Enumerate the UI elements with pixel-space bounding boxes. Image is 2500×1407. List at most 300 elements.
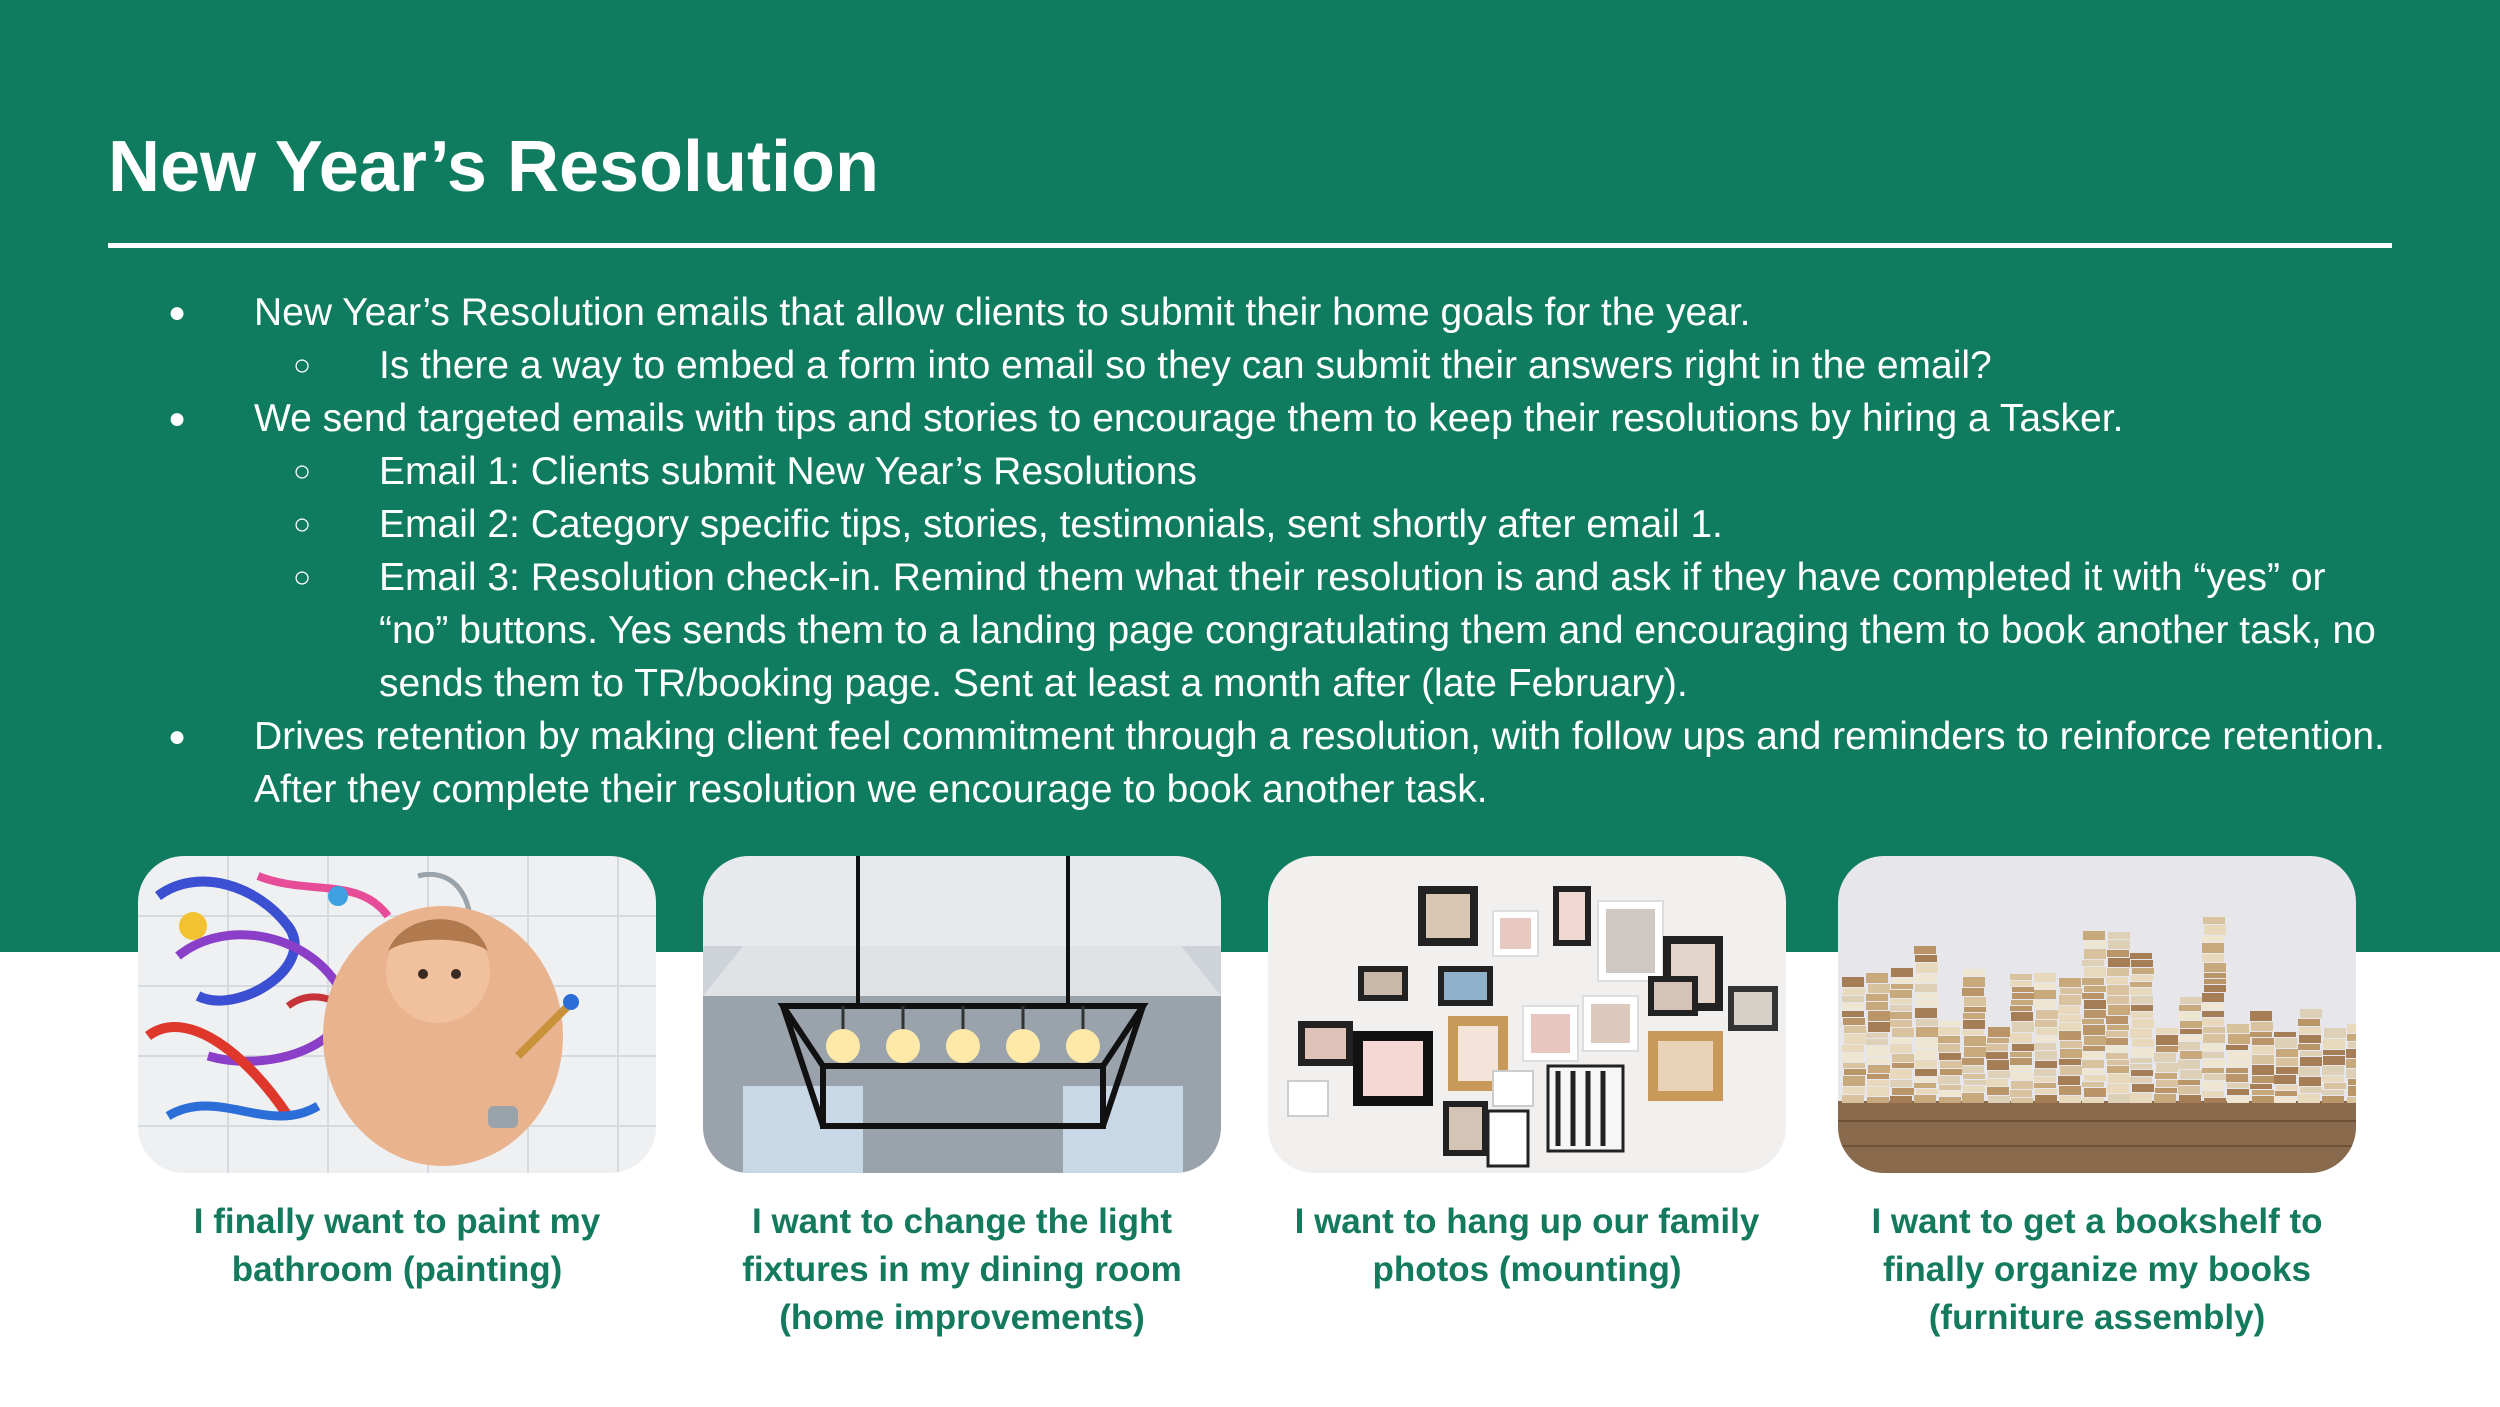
child-painting-image	[138, 856, 656, 1173]
book	[2178, 1042, 2200, 1050]
book-stacks-image	[1838, 856, 2356, 1173]
book	[1938, 1036, 1960, 1043]
book	[1915, 984, 1937, 992]
book	[2226, 1045, 2248, 1050]
book	[2348, 1042, 2356, 1048]
book	[2274, 1075, 2296, 1084]
book	[2106, 1046, 2128, 1052]
book	[1866, 994, 1888, 1001]
book	[2132, 968, 2154, 974]
family-photos-image	[1268, 856, 1786, 1173]
book	[2084, 1075, 2106, 1081]
books-caption	[1817, 1198, 2377, 1342]
books-photo	[1838, 856, 2356, 1173]
book	[1963, 1086, 1985, 1092]
book	[2154, 1053, 2176, 1062]
book	[2346, 1049, 2356, 1058]
book	[1867, 1057, 1889, 1064]
book	[1964, 997, 1986, 1006]
book	[1842, 1003, 1864, 1010]
book	[2180, 1035, 2202, 1041]
book	[2132, 1048, 2154, 1057]
sub-bullet-marker: ○	[293, 349, 312, 382]
book	[2130, 982, 2152, 987]
book	[2276, 1067, 2298, 1074]
book	[2130, 1029, 2152, 1038]
book	[2034, 1069, 2056, 1076]
photo-wall-caption	[1247, 1198, 1807, 1294]
book	[2204, 979, 2226, 984]
book	[1963, 977, 1985, 987]
book	[2274, 1032, 2296, 1037]
sub-bullet-text: Is there a way to embed a form into email so they can submit their answers right in the email?	[379, 344, 1992, 387]
book	[2108, 1005, 2130, 1015]
painting-caption	[117, 1198, 677, 1294]
painting-photo	[138, 856, 656, 1173]
book	[2132, 1039, 2154, 1047]
book	[1890, 999, 1912, 1004]
book	[2323, 1039, 2345, 1049]
book	[1987, 1060, 2009, 1070]
book	[1890, 1096, 1912, 1103]
book	[2180, 1051, 2202, 1059]
book	[2011, 1072, 2033, 1080]
book	[2156, 1080, 2178, 1087]
book	[1892, 1088, 1914, 1095]
book	[2107, 950, 2129, 957]
book	[1915, 1077, 1937, 1082]
book	[2082, 1098, 2104, 1103]
book	[1916, 1027, 1938, 1037]
book	[2202, 1018, 2224, 1026]
book	[2202, 1003, 2224, 1010]
book	[1938, 1076, 1960, 1084]
book	[2202, 1068, 2224, 1073]
book	[2131, 1005, 2153, 1011]
book	[2180, 1029, 2202, 1034]
book	[2132, 1084, 2154, 1092]
book	[2107, 1060, 2129, 1065]
book	[2202, 993, 2224, 1002]
book	[2276, 1085, 2298, 1090]
sub-bullet-item	[160, 498, 2400, 551]
book	[2011, 1012, 2033, 1021]
book	[2203, 917, 2225, 924]
book	[2323, 1056, 2345, 1065]
book	[2226, 1074, 2248, 1082]
book	[1844, 1026, 1866, 1033]
book	[2011, 1081, 2033, 1089]
book	[2299, 1035, 2321, 1043]
book	[2059, 1031, 2081, 1040]
book	[1866, 973, 1888, 983]
bullet-marker: ●	[168, 720, 187, 753]
book	[2107, 968, 2129, 976]
book	[1915, 955, 1937, 962]
book	[1964, 1080, 1986, 1085]
book	[2155, 1073, 2177, 1079]
book	[1915, 1069, 1937, 1076]
book	[1986, 1044, 2008, 1051]
sub-bullet-item	[160, 339, 2400, 392]
book	[2204, 985, 2226, 992]
book	[1843, 1063, 1865, 1068]
book	[2299, 1077, 2321, 1086]
book	[2202, 936, 2224, 942]
book	[2180, 997, 2202, 1004]
book	[1892, 1054, 1914, 1062]
book	[2346, 1059, 2356, 1068]
book	[1963, 1013, 1985, 1019]
book	[1962, 1058, 1984, 1065]
book	[2108, 1094, 2130, 1103]
book	[2156, 1028, 2178, 1034]
book	[2012, 993, 2034, 999]
book	[1867, 1087, 1889, 1096]
book	[2106, 1016, 2128, 1024]
book	[2300, 1009, 2322, 1018]
book	[2130, 1058, 2152, 1063]
book	[2346, 1069, 2356, 1078]
book	[2060, 1049, 2082, 1058]
book	[1868, 1065, 1890, 1073]
book	[2180, 1070, 2202, 1079]
book	[1890, 1069, 1912, 1079]
book	[2060, 1066, 2082, 1075]
book	[2323, 1050, 2345, 1055]
sub-bullet-item	[160, 551, 2400, 710]
book	[2059, 995, 2081, 1005]
bullet-text: New Year’s Resolution emails that allow clients to submit their home goals for the year.	[254, 291, 1751, 334]
light-fixture-caption	[682, 1198, 1242, 1342]
book	[2130, 1093, 2152, 1103]
book	[2060, 988, 2082, 994]
book	[1892, 978, 1914, 983]
book	[1916, 999, 1938, 1007]
book	[2226, 1068, 2248, 1073]
book	[2108, 958, 2130, 967]
sub-bullet-item	[160, 445, 2400, 498]
book	[1940, 1069, 1962, 1075]
book	[2178, 1086, 2200, 1094]
book	[1890, 990, 1912, 998]
bullet-marker: ●	[168, 402, 187, 435]
sub-bullet-text: Email 2: Category specific tips, stories, testimonials, sent shortly after email 1.	[379, 503, 1723, 546]
book	[2083, 1046, 2105, 1051]
book	[2035, 1089, 2057, 1094]
book	[1914, 1083, 1936, 1088]
book	[1890, 1038, 1912, 1043]
book	[2131, 1070, 2153, 1076]
book	[2107, 1084, 2129, 1093]
bullet-item	[160, 286, 2400, 339]
book	[1916, 993, 1938, 998]
book	[2348, 1086, 2356, 1096]
book	[2131, 1012, 2153, 1018]
book	[2202, 1052, 2224, 1058]
book	[2106, 1038, 2128, 1045]
light-fixture-photo	[703, 856, 1221, 1173]
book	[2058, 1076, 2080, 1085]
book	[2322, 1066, 2344, 1075]
book	[1867, 1046, 1889, 1056]
book	[1916, 963, 1938, 973]
book	[2082, 993, 2104, 999]
book	[2202, 1091, 2224, 1097]
book	[2202, 1011, 2224, 1017]
book	[2011, 1098, 2033, 1103]
book	[2130, 953, 2152, 959]
book	[1867, 1074, 1889, 1079]
book	[1940, 1091, 1962, 1096]
book	[2227, 1089, 2249, 1095]
book	[2300, 1057, 2322, 1066]
book	[2059, 1096, 2081, 1103]
book	[2084, 986, 2106, 992]
photo-wall-photo	[1268, 856, 1786, 1173]
book	[1916, 1019, 1938, 1026]
book	[1843, 1018, 1865, 1025]
book	[2252, 1090, 2274, 1095]
book	[2107, 996, 2129, 1004]
book	[1890, 1020, 1912, 1027]
book	[2034, 990, 2056, 999]
book	[2034, 1077, 2056, 1082]
book	[2034, 983, 2056, 989]
book	[1843, 1076, 1865, 1086]
book	[2228, 1034, 2250, 1044]
book	[2228, 1062, 2250, 1067]
book	[2107, 1066, 2129, 1073]
book	[1890, 1012, 1912, 1019]
book	[2012, 1044, 2034, 1051]
book	[1914, 946, 1936, 954]
book	[1890, 1044, 1912, 1053]
book	[2227, 1083, 2249, 1088]
caption-line: photos (mounting)	[1372, 1250, 1682, 1289]
book	[1891, 984, 1913, 989]
book	[2203, 1027, 2225, 1033]
caption-line: finally organize my books	[1883, 1250, 2311, 1289]
book	[2250, 1084, 2272, 1089]
sub-bullet-marker: ○	[293, 508, 312, 541]
book	[1868, 984, 1890, 993]
book	[2010, 1058, 2032, 1065]
book	[2084, 949, 2106, 959]
book	[2058, 1006, 2080, 1014]
book	[2106, 1031, 2128, 1037]
book	[2035, 1051, 2057, 1060]
book	[2322, 1096, 2344, 1103]
book	[1986, 1079, 2008, 1086]
book	[2035, 1061, 2057, 1068]
book	[1963, 969, 1985, 976]
book	[2034, 1000, 2056, 1009]
book	[2179, 1095, 2201, 1103]
book	[2082, 960, 2104, 966]
book	[2227, 1096, 2249, 1103]
book	[2084, 1010, 2106, 1018]
book	[1867, 1080, 1889, 1086]
book	[2204, 925, 2226, 935]
bullet-marker: ●	[168, 296, 187, 329]
book	[2298, 1019, 2320, 1026]
book	[1939, 1097, 1961, 1103]
book	[2204, 973, 2226, 978]
book	[1868, 1011, 1890, 1021]
book	[2059, 978, 2081, 987]
bullet-text: Drives retention by making client feel commitment through a resolution, with follow ups and reminders to reinforce retention. After they complete their resolution we encourage to book another task.	[254, 715, 2385, 811]
book	[2227, 1024, 2249, 1033]
slide-title: New Year’s Resolution	[108, 127, 879, 207]
book	[1940, 1061, 1962, 1068]
bullet-item	[160, 392, 2400, 445]
book	[1868, 1022, 1890, 1032]
book	[2276, 1049, 2298, 1057]
book	[2084, 1000, 2106, 1009]
bullet-list	[160, 286, 2400, 816]
book	[1962, 1066, 1984, 1073]
book	[1986, 1052, 2008, 1059]
caption-line: (furniture assembly)	[1928, 1298, 2266, 1337]
book	[2082, 1060, 2104, 1068]
book	[2275, 1091, 2297, 1096]
book	[2082, 1019, 2104, 1024]
book	[2202, 954, 2224, 962]
book	[2202, 1044, 2224, 1051]
book	[2082, 1069, 2104, 1074]
book	[1962, 988, 1984, 996]
book	[2252, 1055, 2274, 1064]
book	[1842, 996, 1864, 1002]
book	[2250, 1032, 2272, 1037]
book	[1962, 1030, 1984, 1035]
book	[2131, 996, 2153, 1004]
book	[1963, 1020, 1985, 1029]
sub-bullet-text: Email 1: Clients submit New Year’s Resolutions	[379, 450, 1197, 493]
book	[2108, 1074, 2130, 1083]
book	[1962, 1093, 1984, 1103]
book	[2130, 1064, 2152, 1069]
book	[2179, 1005, 2201, 1011]
book	[2202, 1081, 2224, 1090]
book	[1963, 1074, 1985, 1079]
book	[2084, 941, 2106, 948]
book	[2274, 1097, 2296, 1103]
book	[2156, 1035, 2178, 1045]
book	[1866, 1039, 1888, 1045]
book	[2059, 1086, 2081, 1095]
book	[1938, 1027, 1960, 1035]
book	[2180, 1021, 2202, 1028]
book	[2012, 987, 2034, 992]
book	[2108, 932, 2130, 939]
book	[1915, 974, 1937, 983]
book	[1915, 1060, 1937, 1068]
book	[1892, 1063, 1914, 1068]
book	[1988, 1096, 2010, 1103]
book	[2084, 1088, 2106, 1097]
book	[1940, 1021, 1962, 1026]
book	[2178, 1060, 2200, 1069]
caption-line: bathroom (painting)	[231, 1250, 563, 1289]
book	[2084, 967, 2106, 977]
book	[2107, 985, 2129, 995]
book	[2084, 1036, 2106, 1045]
book	[2156, 1046, 2178, 1052]
book	[2130, 1077, 2152, 1083]
book	[1916, 1038, 1938, 1048]
book	[2010, 1052, 2032, 1057]
book	[2010, 1033, 2032, 1043]
book	[2082, 1082, 2104, 1087]
book	[2059, 1015, 2081, 1022]
book	[2298, 1094, 2320, 1103]
book	[1890, 1080, 1912, 1087]
book	[1842, 977, 1864, 987]
book	[2347, 1097, 2356, 1103]
sub-bullet-marker: ○	[293, 455, 312, 488]
pendant-light-image	[703, 856, 1221, 1173]
book	[1866, 1033, 1888, 1038]
book	[2034, 1083, 2056, 1088]
book	[2131, 975, 2153, 981]
book	[2300, 1087, 2322, 1093]
book	[2034, 973, 2056, 982]
book	[2011, 1000, 2033, 1005]
book	[1988, 1027, 2010, 1037]
book	[1844, 1034, 1866, 1044]
caption-line: I finally want to paint my	[193, 1202, 601, 1241]
book	[2348, 1079, 2356, 1085]
book	[2322, 1076, 2344, 1082]
caption-line: fixtures in my dining room	[742, 1250, 1182, 1289]
book	[2154, 1094, 2176, 1103]
book	[2130, 988, 2152, 995]
book	[2204, 963, 2226, 972]
book	[2178, 1080, 2200, 1085]
book	[2059, 1023, 2081, 1030]
book	[2010, 974, 2032, 980]
bullet-item	[160, 710, 2400, 816]
book	[2228, 1051, 2250, 1061]
book	[2156, 1063, 2178, 1072]
book	[1842, 1011, 1864, 1017]
book	[2347, 1034, 2356, 1041]
book	[2035, 1020, 2057, 1027]
book	[2202, 943, 2224, 953]
book	[1891, 968, 1913, 977]
book	[1842, 1053, 1864, 1062]
sub-bullet-marker: ○	[293, 561, 312, 594]
book	[1938, 1044, 1960, 1052]
book	[1987, 1038, 2009, 1043]
book	[2300, 1051, 2322, 1056]
book	[2204, 1098, 2226, 1103]
book	[1843, 988, 1865, 995]
book	[2035, 1036, 2057, 1042]
book	[1939, 1085, 1961, 1090]
book	[2204, 1074, 2226, 1080]
book	[2155, 1088, 2177, 1093]
book	[1964, 1047, 1986, 1057]
book	[2036, 1028, 2058, 1035]
book	[2108, 940, 2130, 949]
book	[2252, 1065, 2274, 1075]
book	[2059, 1059, 2081, 1065]
book	[1939, 1053, 1961, 1060]
book	[2276, 1058, 2298, 1066]
